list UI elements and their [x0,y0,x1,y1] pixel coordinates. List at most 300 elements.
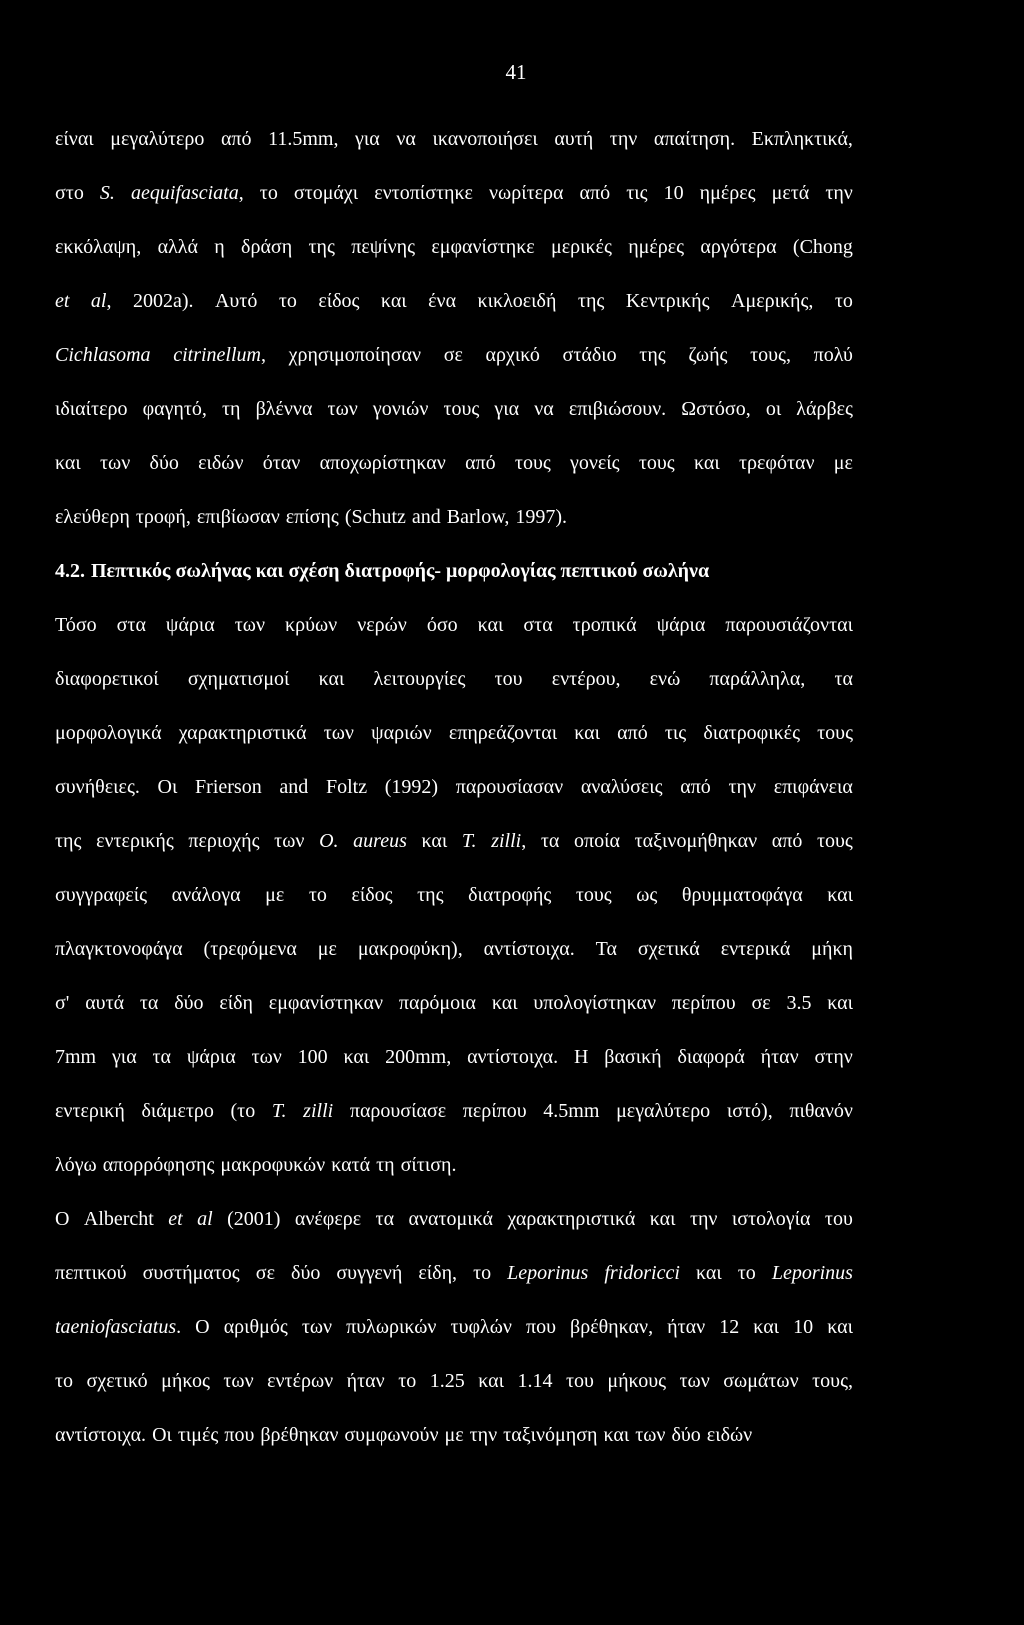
word: τους [638,452,675,474]
word: και [693,452,720,474]
word: να [534,398,554,420]
word: Barlow, [446,506,510,528]
word: ημέρες [628,236,685,258]
word: να [396,128,416,150]
text-line [55,1100,853,1154]
word: των [301,1316,333,1338]
word: ενώ [649,668,681,690]
word: δράση [241,236,293,258]
word: περίπου [671,992,736,1014]
word: ήταν [346,1370,385,1392]
word: ήταν [760,1046,799,1068]
word: δύο [291,1262,321,1284]
word: O. [319,830,339,852]
word: παρουσίασαν [455,776,564,798]
word: την [728,776,757,798]
word: ανατομικά [408,1208,494,1230]
word: τους, [812,1370,853,1392]
text-line [55,1424,853,1478]
word: διατροφικές [703,722,800,744]
word: το [308,884,327,906]
word: με [833,452,853,474]
word: παρόμοια [398,992,477,1014]
word: (τρεφόμενα [203,938,297,960]
word: εντερικής [96,830,174,852]
word: τη [222,398,241,420]
word: Αυτό [214,290,258,312]
word: ψάρια [186,1046,236,1068]
word: ταξινομήθηκαν [634,830,758,852]
word: αλλά [157,236,198,258]
word: εντέρου, [551,668,621,690]
word: από [771,830,803,852]
word: and [411,506,441,528]
word: φαγητό, [142,398,207,420]
word: τα [834,668,853,690]
word: κικλοειδή [477,290,557,312]
word: ψαριών [371,722,432,744]
word: and [279,776,309,798]
word: την [689,1208,718,1230]
word: επιβιώσουν. [568,398,667,420]
word: θρυμματοφάγα [681,884,803,906]
word: το [737,1262,756,1284]
word: των [274,830,305,852]
word: εμφανίστηκαν [268,992,384,1014]
word: που [224,1424,255,1446]
word: Leporinus [507,1262,589,1284]
word: τα [375,1208,395,1230]
word: ιστολογία [731,1208,811,1230]
word: 4.5mm [543,1100,600,1122]
word: επίσης [285,506,339,528]
word: al, [90,290,112,312]
word: νωρίτερα [489,182,564,204]
word: fridoricci [604,1262,680,1284]
word: Ωστόσο, [681,398,751,420]
word: στην [814,1046,853,1068]
word: των [100,452,131,474]
word: μήκος [161,1370,210,1392]
word: το [278,290,297,312]
word: λάρβες [796,398,853,420]
word: και [827,884,853,906]
word: διατροφής [468,884,552,906]
word: βασική [604,1046,662,1068]
word: δύο [174,992,204,1014]
text-line [55,452,853,506]
word: ιστό), [726,1100,773,1122]
text-line [55,506,853,560]
word: εντερικά [720,938,791,960]
word: ικανοποιήσει [432,128,538,150]
word: συμφωνούν [344,1424,439,1446]
word: μήκη [811,938,853,960]
word: τροπικά [572,614,637,636]
word: Εκπληκτικά, [751,128,853,150]
word: οι [765,398,782,420]
word: τους [514,452,551,474]
page-number: 41 [505,60,527,84]
word: πυλωρικών [346,1316,437,1338]
word: σε [255,1262,275,1284]
word: απαίτηση. [653,128,736,150]
word: 200mm, [385,1046,452,1068]
word: και [649,1208,676,1230]
word: πολύ [813,344,853,366]
word: του [494,668,523,690]
word: τους [816,830,853,852]
text-line [55,938,853,992]
word: Κεντρικής [625,290,710,312]
word: διαφορετικοί [55,668,159,690]
word: τυφλών [450,1316,512,1338]
word: zilli [303,1100,334,1122]
word: η [214,236,225,258]
word: και [343,1046,370,1068]
word: επιφάνεια [773,776,853,798]
text-line [55,1370,853,1424]
document-body [55,128,853,1478]
word: 7mm [55,1046,97,1068]
word: τους [443,398,480,420]
word: της [55,830,82,852]
word: 11.5mm, [268,128,339,150]
word: των [323,722,354,744]
word: ανάλογα [171,884,241,906]
word: ως [636,884,658,906]
word: (Schutz [344,506,406,528]
word: από [220,128,252,150]
word: ειδών [706,1424,753,1446]
word: και [380,290,407,312]
word: αποχωρίστηκαν [319,452,446,474]
word: και [753,1316,780,1338]
word: από [680,776,711,798]
word: συστήματος [142,1262,240,1284]
word: σε [443,344,463,366]
text-line [55,614,853,668]
word: ψάρια [165,614,215,636]
word: εντέρων [267,1370,334,1392]
word: Leporinus [771,1262,853,1284]
word: T. [271,1100,287,1122]
word: επιβίωσαν [196,506,280,528]
text-line [55,1046,853,1100]
word: κατά [331,1154,371,1176]
word: αναλύσεις [580,776,663,798]
word: ένα [428,290,457,312]
word: των [251,1046,282,1068]
word: την [609,128,638,150]
text-line [55,830,853,884]
word: βλέννα [255,398,313,420]
word: διάμετρο [141,1100,214,1122]
word: Foltz [325,776,368,798]
word: T. [461,830,477,852]
text-line [55,1208,853,1262]
word: ιδιαίτερο [55,398,128,420]
word: του [824,1208,853,1230]
word: απορρόφησης [102,1154,215,1176]
word: τους, [750,344,791,366]
word: aequifasciata, [130,182,244,204]
word: είναι [55,128,94,150]
word: σίτιση. [400,1154,457,1176]
word: πεπτικού [55,1262,127,1284]
word: όσο [426,614,458,636]
word: 2002a). [132,290,194,312]
word: Αμερικής, [731,290,814,312]
word: και [477,614,504,636]
word: εκκόλαψη, [55,236,142,258]
word: Οι [152,1424,172,1446]
section-heading [55,560,853,614]
word: τις [664,722,687,744]
word: (το [230,1100,256,1122]
word: από [579,182,611,204]
word: αργότερα [700,236,777,258]
word: 1.14 [517,1370,553,1392]
text-line [55,1262,853,1316]
word: μεγαλύτερο [110,128,205,150]
word: με [444,1424,464,1446]
word: πιθανόν [789,1100,853,1122]
word: των [679,1370,710,1392]
word: διαφορά [677,1046,745,1068]
word: τους [575,884,612,906]
word: τα [540,830,560,852]
section-number: 4.2. [55,560,85,582]
word: το [834,290,853,312]
word: συγγραφείς [55,884,148,906]
word: zilli, [491,830,527,852]
word: taeniofasciatus. [55,1316,182,1338]
word: 10 [663,182,684,204]
word: 3.5 [786,992,812,1014]
word: στάδιο [562,344,617,366]
word: εμφανίστηκε [431,236,535,258]
word: ημέρες [699,182,756,204]
word: στα [116,614,146,636]
word: aureus [353,830,407,852]
word: μερικές [551,236,612,258]
word: Ο [195,1316,210,1338]
word: δύο [671,1424,701,1446]
word: (1992) [384,776,439,798]
word: ελεύθερη [55,506,130,528]
word: και [827,992,853,1014]
word: και [491,992,518,1014]
word: S. [99,182,115,204]
text-line [55,182,853,236]
word: μακροφυκών [220,1154,326,1176]
word: των [635,1424,666,1446]
word: για [494,398,520,420]
word: πλαγκτονοφάγα [55,938,183,960]
word: από [617,722,648,744]
word: λειτουργίες [373,668,466,690]
text-line [55,722,853,776]
word: σε [751,992,771,1014]
word: της [577,290,605,312]
word: την [469,1424,498,1446]
word: από [465,452,496,474]
word: εντερική [55,1100,125,1122]
word: των [223,1370,254,1392]
word: είδη, [418,1262,458,1284]
word: αυτά [85,992,125,1014]
word: τη [376,1154,395,1176]
word: γονιών [372,398,429,420]
word: τους [817,722,853,744]
word: για [111,1046,137,1068]
word: Η [573,1046,589,1068]
word: χαρακτηριστικά [178,722,307,744]
word: Ο [55,1208,70,1230]
word: ανέφερε [294,1208,362,1230]
text-line [55,1154,853,1208]
word: βρέθηκαν, [570,1316,654,1338]
word: την [825,182,853,204]
word: και [695,1262,722,1284]
text-line [55,344,853,398]
word: al [197,1208,213,1230]
word: πεψίνης [351,236,416,258]
word: με [317,938,337,960]
word: περίπου [462,1100,527,1122]
word: αυτή [554,128,594,150]
word: τιμές [177,1424,219,1446]
word: εντοπίστηκε [374,182,473,204]
word: Τα [595,938,617,960]
word: (Chong [792,236,853,258]
word: γονείς [570,452,620,474]
word: στομάχι [293,182,359,204]
word: το [55,1370,74,1392]
word: αρχικό [485,344,540,366]
word: βρέθηκαν [260,1424,339,1446]
word: σχετικό [86,1370,148,1392]
word: σχηματισμοί [187,668,290,690]
word: παρουσίασε [349,1100,447,1122]
word: τα [139,992,159,1014]
word: των [234,614,266,636]
word: δύο [149,452,179,474]
word: χρησιμοποίησαν [288,344,422,366]
word: το [473,1262,492,1284]
word: ήταν [667,1316,706,1338]
word: κρύων [285,614,338,636]
word: χαρακτηριστικά [507,1208,636,1230]
section-title: Πεπτικός σωλήνας και σχέση διατροφής- μορφολογίας πεπτικού σωλήνα [91,560,710,582]
word: με [265,884,285,906]
word: το [398,1370,417,1392]
word: των [327,398,358,420]
word: et [55,290,70,312]
word: περιοχής [188,830,260,852]
text-line [55,884,853,938]
text-line [55,128,853,182]
word: και [574,722,601,744]
word: επηρεάζονται [448,722,558,744]
word: αντίστοιχα. [467,1046,559,1068]
word: αντίστοιχα. [483,938,575,960]
word: τα [152,1046,172,1068]
word: είδη [219,992,253,1014]
word: νερών [357,614,407,636]
word: αριθμός [223,1316,288,1338]
word: ζωής [688,344,728,366]
word: ψάρια [656,614,706,636]
text-line [55,776,853,830]
word: οποία [574,830,620,852]
word: σ' [55,992,70,1014]
word: μήκους [607,1370,667,1392]
word: αντίστοιχα. [55,1424,147,1446]
word: όταν [262,452,301,474]
word: σωμάτων [723,1370,799,1392]
word: Τόσο [55,614,97,636]
word: και [478,1370,504,1392]
word: που [525,1316,556,1338]
word: του [565,1370,594,1392]
word: τις [626,182,648,204]
word: 10 [793,1316,814,1338]
word: (2001) [227,1208,281,1230]
text-line [55,398,853,452]
word: λόγω [55,1154,97,1176]
word: και [827,1316,853,1338]
text-line [55,1316,853,1370]
word: στο [55,182,84,204]
word: και [603,1424,630,1446]
word: Albercht [83,1208,154,1230]
word: μορφολογικά [55,722,162,744]
word: στα [523,614,553,636]
word: τρεφόταν [738,452,815,474]
word: Οι [157,776,178,798]
text-line [55,668,853,722]
word: ταξινόμηση [503,1424,598,1446]
word: συγγενή [336,1262,403,1284]
word: της [639,344,666,366]
word: μεγαλύτερο [616,1100,711,1122]
word: ειδών [198,452,244,474]
word: της [417,884,444,906]
word: το [259,182,278,204]
word: και [421,830,448,852]
text-line [55,290,853,344]
text-line [55,236,853,290]
word: και [55,452,81,474]
word: είδος [318,290,360,312]
word: σχετικά [637,938,700,960]
word: για [355,128,380,150]
word: τροφή, [135,506,191,528]
word: παράλληλα, [709,668,806,690]
word: 1997). [515,506,568,528]
word: της [308,236,335,258]
word: citrinellum, [173,344,266,366]
word: Frierson [195,776,262,798]
word: συνήθειες. [55,776,140,798]
word: 12 [719,1316,740,1338]
word: μακροφύκη), [357,938,463,960]
word: είδος [351,884,393,906]
word: Cichlasoma [55,344,151,366]
word: 100 [297,1046,328,1068]
